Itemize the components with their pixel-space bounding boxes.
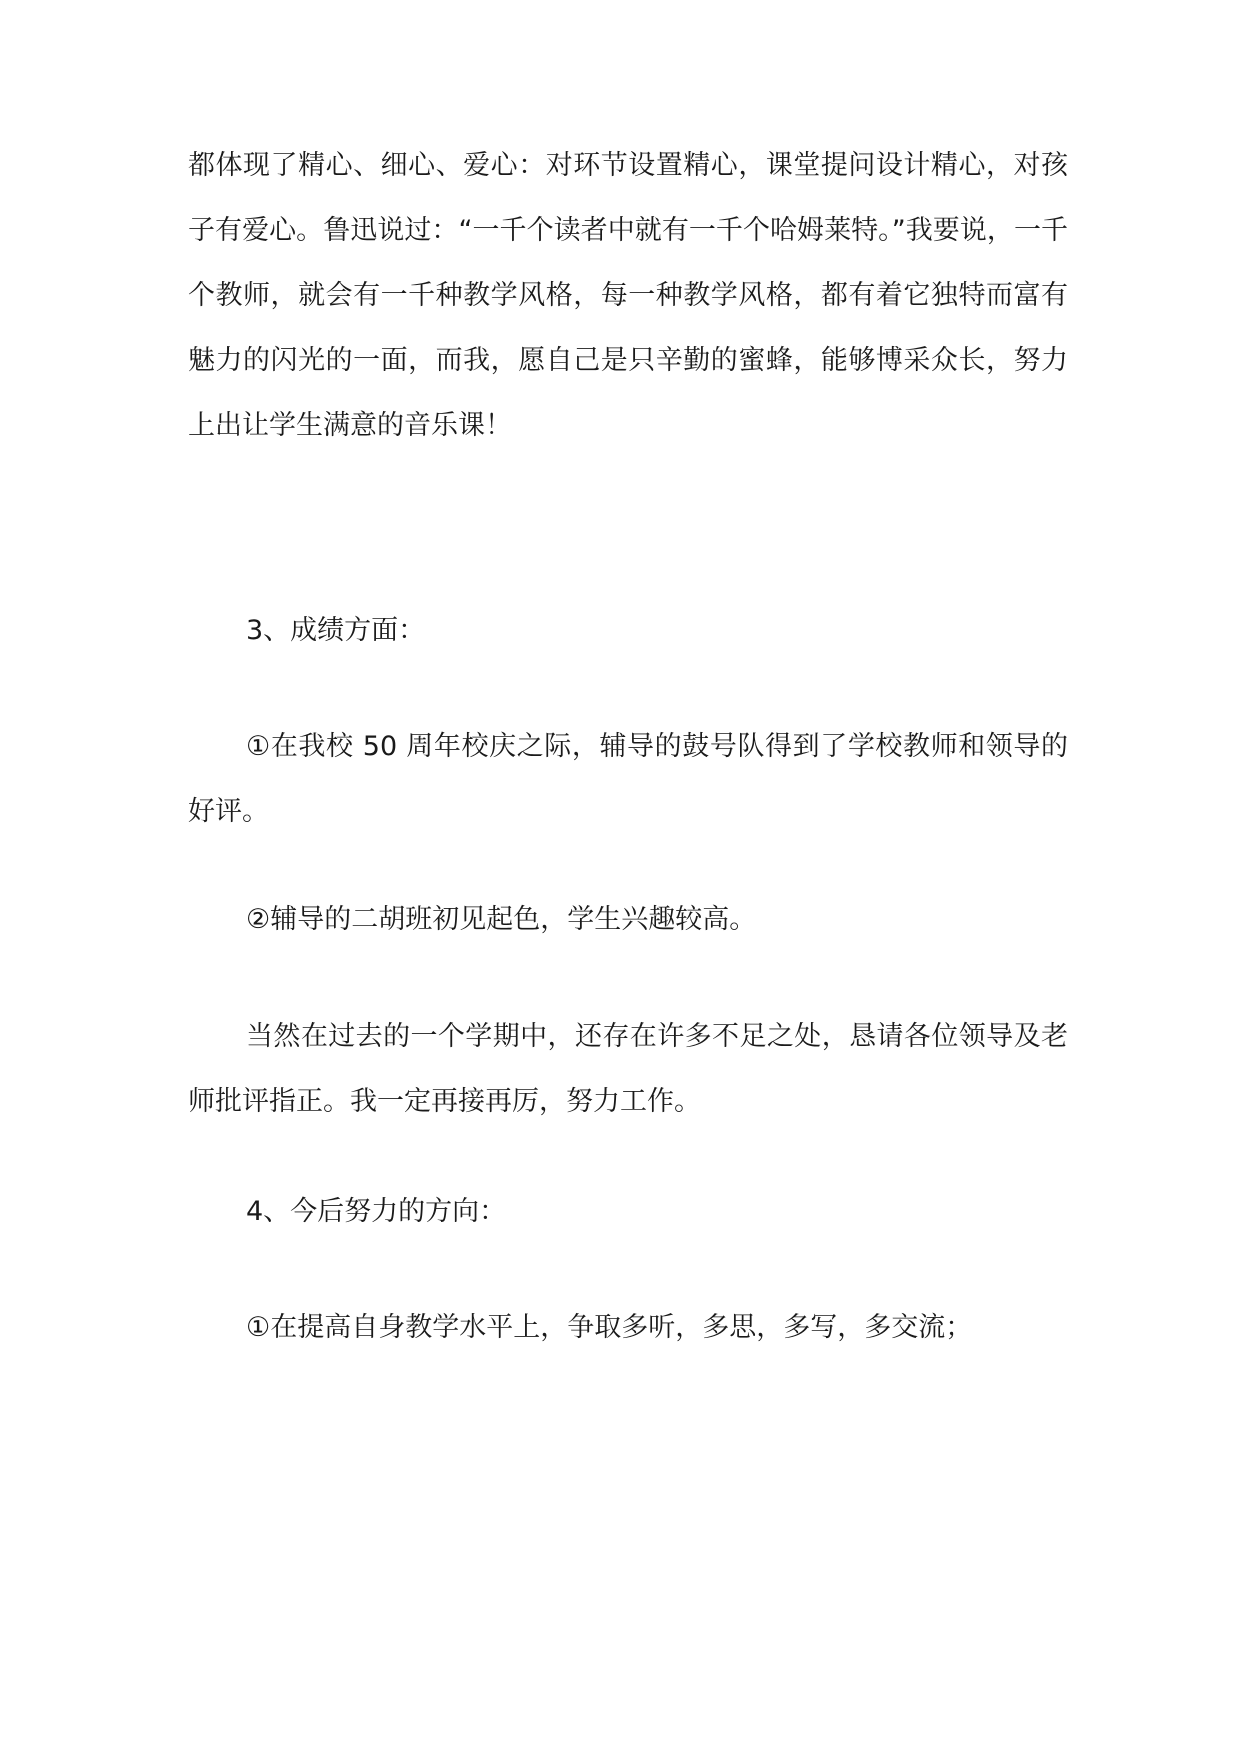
intro-paragraph: 都体现了精心、细心、爱心：对环节设置精心，课堂提问设计精心，对孩子有爱心。鲁迅说过：“一千个读者中就有一千个哈姆莱特。”我要说，一千个教师，就会有一千种教学风格，每一种教学风格，都有着它独特而富有魅力的闪光的一面，而我，愿自己是只辛勤的蜜蜂，能够博采众长，努力上出让学生满意的音乐课！ <box>188 150 1068 441</box>
shortcomings-paragraph: 当然在过去的一个学期中，还存在许多不足之处，恳请各位领导及老师批评指正。我一定再接再厉，努力工作。 <box>188 1021 1068 1117</box>
section-heading-future-direction: 4、今后努力的方向： <box>246 1196 507 1227</box>
achievement-item-1: ①在我校 50 周年校庆之际，辅导的鼓号队得到了学校教师和领导的好评。 <box>188 731 1068 827</box>
achievement-item-2: ②辅导的二胡班初见起色，学生兴趣较高。 <box>246 904 757 935</box>
direction-item-1: ①在提高自身教学水平上，争取多听，多思，多写，多交流； <box>246 1312 973 1343</box>
section-heading-achievements: 3、成绩方面： <box>246 615 426 646</box>
